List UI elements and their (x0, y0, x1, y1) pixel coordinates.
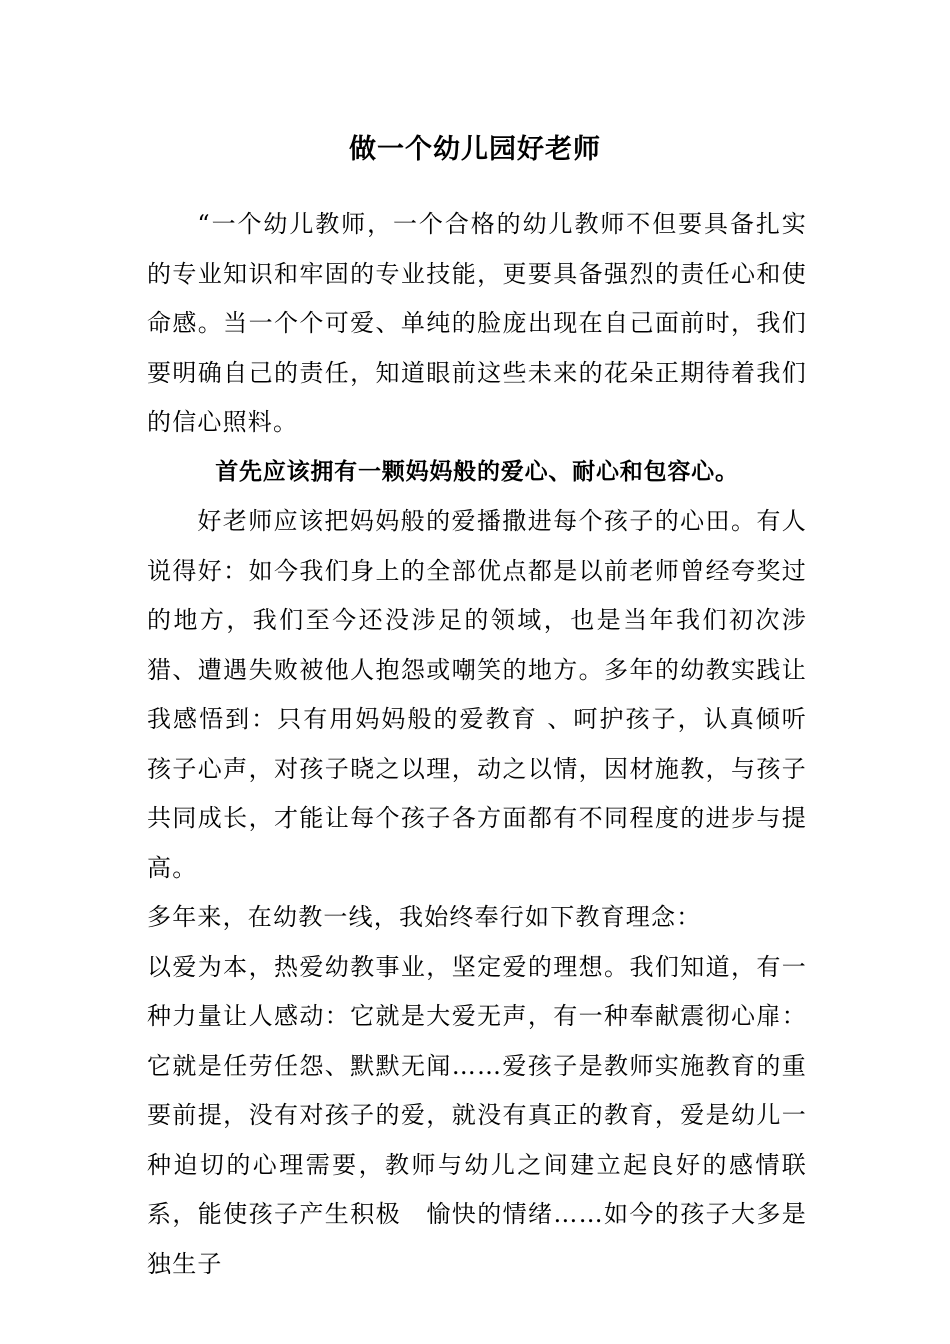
paragraph-intro: “一个幼儿教师，一个合格的幼儿教师不但要具备扎实的专业知识和牢固的专业技能，更要具备强烈的责任心和使命感。当一个个可爱、单纯的脸庞出现在自己面前时，我们要明确自己的责任，知道眼前这些未来的花朵正期待着我们的信心照料。 (147, 210, 807, 436)
document-body (147, 200, 807, 1289)
paragraph-love-based: 以爱为本，热爱幼教事业，坚定爱的理想。我们知道，有一种力量让人感动：它就是大爱无声，有一种奉献震彻心扉：它就是任劳任怨、默默无闻……爱孩子是教师实施教育的重要前提，没有对孩子的爱，就没有真正的教育，爱是幼儿一种迫切的心理需要，教师与幼儿之间建立起良好的感情联系，能使孩子产生积极 愉快的情绪……如今的孩子大多是独生子 (147, 952, 807, 1278)
paragraph-philosophy-intro: 多年来，在幼教一线，我始终奉行如下教育理念： (147, 903, 702, 931)
paragraph-love: 好老师应该把妈妈般的爱播撒进每个孩子的心田。有人说得好：如今我们身上的全部优点都是以前老师曾经夸奖过的地方，我们至今还没涉足的领域，也是当年我们初次涉猎、遭遇失败被他人抱怨或嘲笑的地方。多年的幼教实践让我感悟到：只有用妈妈般的爱教育 、呵护孩子，认真倾听孩子心声，对孩子晓之以理，动之以情，因材施教，与孩子共同成长，才能让每个孩子各方面都有不同程度的进步与提高。 (147, 507, 807, 882)
document-title: 做一个幼儿园好老师 (349, 134, 601, 165)
section-heading: 首先应该拥有一颗妈妈般的爱心、耐心和包容心。 (215, 458, 739, 485)
